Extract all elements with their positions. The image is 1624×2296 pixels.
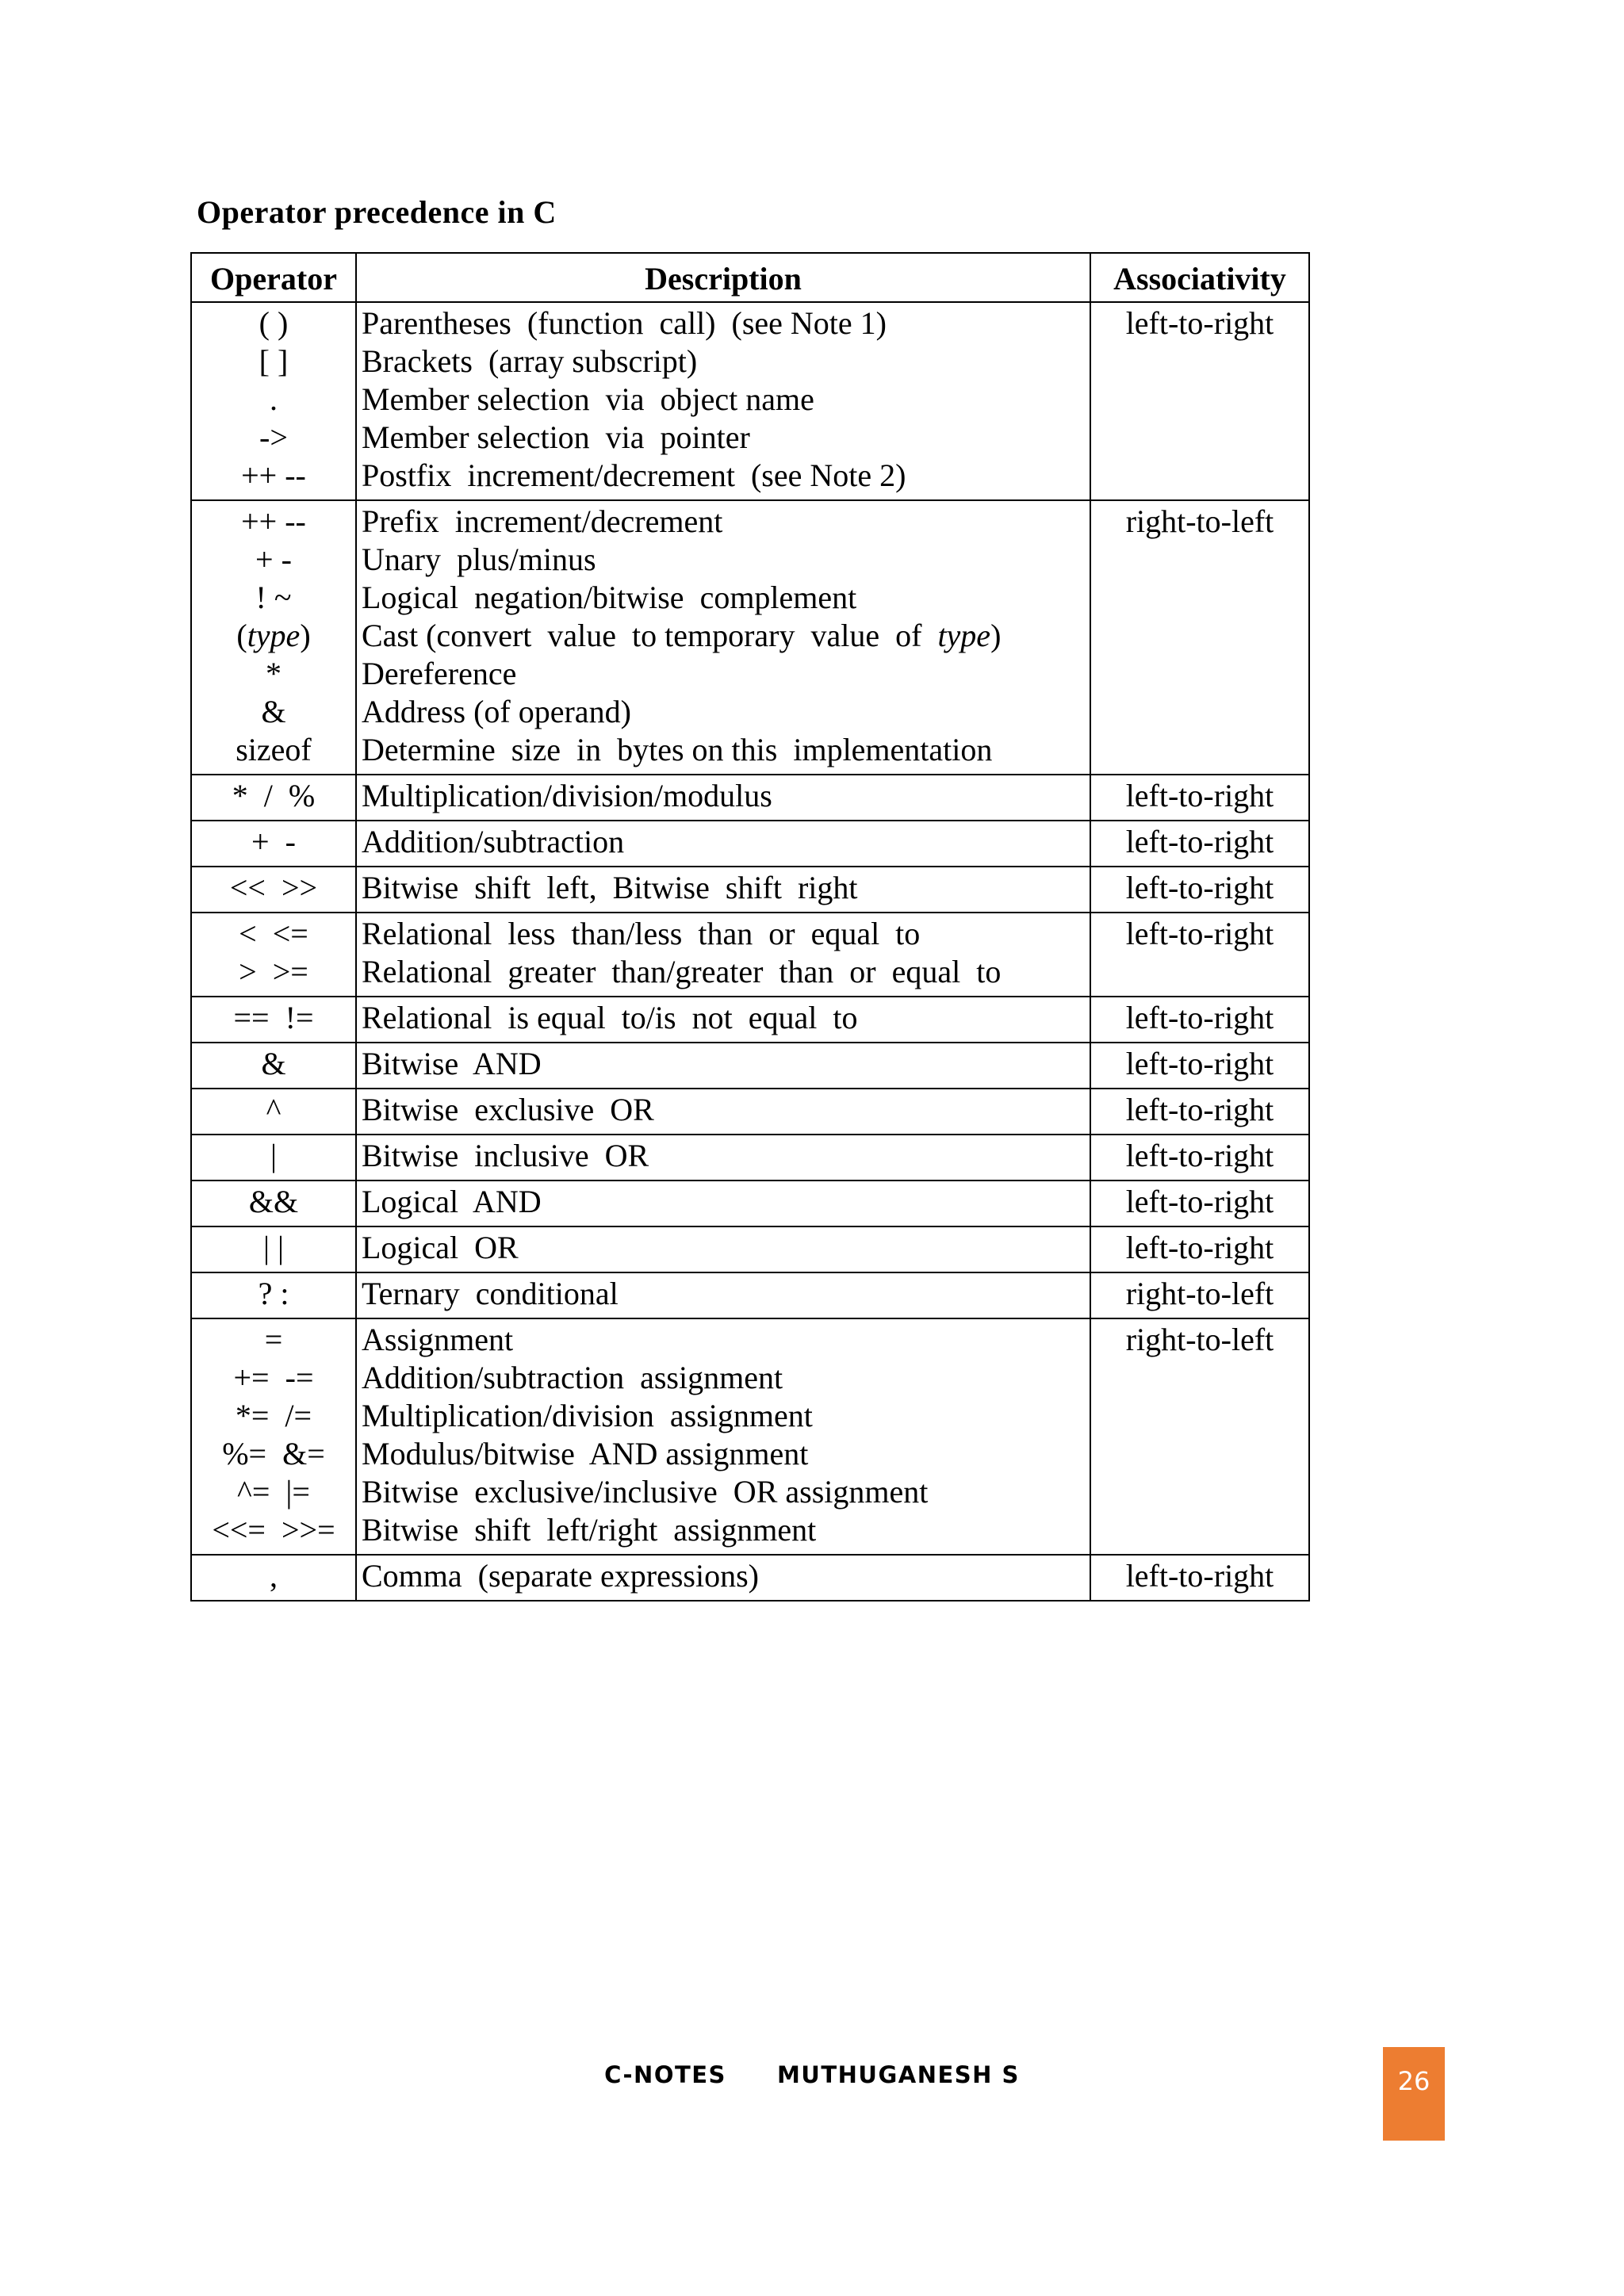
operator-description: Assignment: [362, 1322, 514, 1357]
associativity-cell: [1090, 500, 1309, 775]
operator-description: Modulus/bitwise AND assignment: [362, 1436, 809, 1471]
operator-symbol: .: [270, 381, 278, 417]
operator-symbol: [ ]: [259, 343, 289, 379]
operator-symbol: ,: [270, 1558, 278, 1594]
description-cell: [356, 1272, 1090, 1318]
associativity-cell: [1090, 775, 1309, 821]
operator-symbol: += -=: [233, 1360, 314, 1395]
operator-symbol: < <=: [239, 916, 308, 951]
operator-cell: [191, 1135, 356, 1181]
table-row: [191, 500, 1309, 775]
associativity-value: left-to-right: [1125, 1184, 1274, 1219]
operator-description: Unary plus/minus: [362, 541, 596, 577]
associativity-value: left-to-right: [1125, 916, 1274, 951]
operator-symbol: %= &=: [222, 1436, 325, 1471]
associativity-value: left-to-right: [1125, 824, 1274, 859]
operator-symbol: sizeof: [236, 732, 312, 767]
associativity-value: left-to-right: [1125, 1092, 1274, 1127]
associativity-column-header: Associativity: [1090, 253, 1309, 302]
operator-description: Bitwise shift left/right assignment: [362, 1512, 817, 1548]
operator-symbol: ! ~: [255, 580, 292, 615]
table-row: [191, 1555, 1309, 1601]
operator-cell: [191, 1181, 356, 1226]
description-cell: [356, 1555, 1090, 1601]
operator-symbol: <<= >>=: [212, 1512, 335, 1548]
operator-description: Postfix increment/decrement (see Note 2): [362, 457, 906, 493]
associativity-cell: [1090, 1555, 1309, 1601]
operator-symbol: |: [270, 1138, 277, 1173]
operator-cell: [191, 821, 356, 867]
operator-symbol: ? :: [258, 1276, 289, 1311]
operator-symbol: =: [264, 1322, 283, 1357]
operator-description: Comma (separate expressions): [362, 1558, 759, 1594]
operator-description: Address (of operand): [362, 694, 631, 729]
page-number-badge: 26: [1383, 2047, 1445, 2141]
operator-cell: [191, 775, 356, 821]
operator-symbol: &: [261, 694, 286, 729]
table-row: [191, 997, 1309, 1043]
operator-cell: [191, 913, 356, 997]
description-cell: [356, 775, 1090, 821]
operator-cell: [191, 500, 356, 775]
operator-description: Brackets (array subscript): [362, 343, 698, 379]
operator-symbol: *= /=: [235, 1398, 312, 1433]
associativity-value: left-to-right: [1125, 1000, 1274, 1035]
table-body: [191, 302, 1309, 1601]
operator-precedence-table: [190, 252, 1310, 1601]
associativity-cell: [1090, 1043, 1309, 1089]
table-row: [191, 1089, 1309, 1135]
description-cell: [356, 1135, 1090, 1181]
description-cell: [356, 1043, 1090, 1089]
associativity-value: left-to-right: [1125, 870, 1274, 905]
description-cell: [356, 1226, 1090, 1272]
operator-description: Determine size in bytes on this implementation: [362, 732, 993, 767]
description-cell: [356, 1089, 1090, 1135]
operator-cell: [191, 1555, 356, 1601]
associativity-value: left-to-right: [1125, 1138, 1274, 1173]
operator-symbol: ++ --: [241, 457, 306, 493]
operator-description: Bitwise exclusive/inclusive OR assignment: [362, 1474, 929, 1510]
associativity-cell: [1090, 1181, 1309, 1226]
associativity-cell: [1090, 821, 1309, 867]
associativity-value: left-to-right: [1125, 1046, 1274, 1081]
operator-symbol: ( ): [259, 305, 289, 341]
description-cell: [356, 997, 1090, 1043]
table-row: [191, 1181, 1309, 1226]
table-row: [191, 1043, 1309, 1089]
operator-symbol: (type): [236, 618, 311, 653]
footer-course-name: C-NOTES: [604, 2061, 726, 2088]
operator-symbol: == !=: [233, 1000, 314, 1035]
operator-symbol: ^: [266, 1092, 282, 1127]
operator-symbol: &&: [248, 1184, 299, 1219]
associativity-value: left-to-right: [1125, 778, 1274, 813]
table-row: [191, 775, 1309, 821]
operator-symbol: ^= |=: [237, 1474, 310, 1510]
table-row: [191, 1135, 1309, 1181]
associativity-value: left-to-right: [1125, 305, 1274, 341]
associativity-value: right-to-left: [1125, 503, 1274, 539]
operator-column-header: Operator: [191, 253, 356, 302]
description-column-header: Description: [356, 253, 1090, 302]
operator-description: Relational greater than/greater than or equal to: [362, 954, 1002, 989]
footer-author-name: MUTHUGANESH S: [776, 2061, 1020, 2088]
table-row: [191, 1226, 1309, 1272]
table-row: [191, 913, 1309, 997]
operator-symbol: + -: [255, 541, 292, 577]
associativity-cell: [1090, 1272, 1309, 1318]
operator-description: Member selection via object name: [362, 381, 814, 417]
operator-description: Relational less than/less than or equal to: [362, 916, 921, 951]
operator-symbol: + -: [251, 824, 296, 859]
operator-cell: [191, 1272, 356, 1318]
description-cell: [356, 867, 1090, 913]
associativity-cell: [1090, 1226, 1309, 1272]
page-title: Operator precedence in C: [197, 194, 557, 230]
description-cell: [356, 302, 1090, 500]
description-cell: [356, 1181, 1090, 1226]
operator-symbol: | |: [262, 1230, 284, 1265]
operator-symbol: ->: [259, 419, 288, 455]
operator-cell: [191, 1089, 356, 1135]
operator-description: Logical OR: [362, 1230, 519, 1265]
operator-description: Bitwise AND: [362, 1046, 542, 1081]
operator-description: Multiplication/division/modulus: [362, 778, 772, 813]
associativity-cell: [1090, 867, 1309, 913]
operator-symbol: << >>: [229, 870, 318, 905]
table-row: [191, 1272, 1309, 1318]
operator-symbol: ++ --: [241, 503, 306, 539]
operator-cell: [191, 1043, 356, 1089]
table-row: [191, 302, 1309, 500]
operator-description: Dereference: [362, 656, 517, 691]
operator-description: Prefix increment/decrement: [362, 503, 723, 539]
operator-symbol: &: [261, 1046, 286, 1081]
operator-description: Addition/subtraction: [362, 824, 625, 859]
description-cell: [356, 500, 1090, 775]
table-row: [191, 1318, 1309, 1555]
operator-cell: [191, 867, 356, 913]
operator-description: Multiplication/division assignment: [362, 1398, 813, 1433]
associativity-value: left-to-right: [1125, 1558, 1274, 1594]
table-row: [191, 867, 1309, 913]
operator-description: Logical negation/bitwise complement: [362, 580, 857, 615]
operator-description: Relational is equal to/is not equal to: [362, 1000, 858, 1035]
operator-cell: [191, 1226, 356, 1272]
operator-description: Ternary conditional: [362, 1276, 619, 1311]
operator-description: Parentheses (function call) (see Note 1): [362, 305, 887, 341]
footer: [0, 2061, 1624, 2088]
associativity-value: right-to-left: [1125, 1322, 1274, 1357]
operator-description: Bitwise inclusive OR: [362, 1138, 649, 1173]
description-cell: [356, 1318, 1090, 1555]
operator-symbol: > >=: [239, 954, 308, 989]
associativity-value: right-to-left: [1125, 1276, 1274, 1311]
description-cell: [356, 821, 1090, 867]
operator-description: Bitwise shift left, Bitwise shift right: [362, 870, 858, 905]
operator-cell: [191, 997, 356, 1043]
operator-cell: [191, 302, 356, 500]
associativity-cell: [1090, 1135, 1309, 1181]
operator-description: Member selection via pointer: [362, 419, 750, 455]
operator-description: Logical AND: [362, 1184, 542, 1219]
description-cell: [356, 913, 1090, 997]
associativity-cell: [1090, 302, 1309, 500]
operator-symbol: *: [266, 656, 282, 691]
operator-description: Bitwise exclusive OR: [362, 1092, 654, 1127]
operator-symbol: * / %: [232, 778, 316, 813]
associativity-value: left-to-right: [1125, 1230, 1274, 1265]
operator-description: Addition/subtraction assignment: [362, 1360, 783, 1395]
table-header-row: [191, 253, 1309, 302]
associativity-cell: [1090, 913, 1309, 997]
operator-cell: [191, 1318, 356, 1555]
associativity-cell: [1090, 1089, 1309, 1135]
operator-description: Cast (convert value to temporary value of type): [362, 618, 1002, 653]
table-row: [191, 821, 1309, 867]
associativity-cell: [1090, 997, 1309, 1043]
associativity-cell: [1090, 1318, 1309, 1555]
